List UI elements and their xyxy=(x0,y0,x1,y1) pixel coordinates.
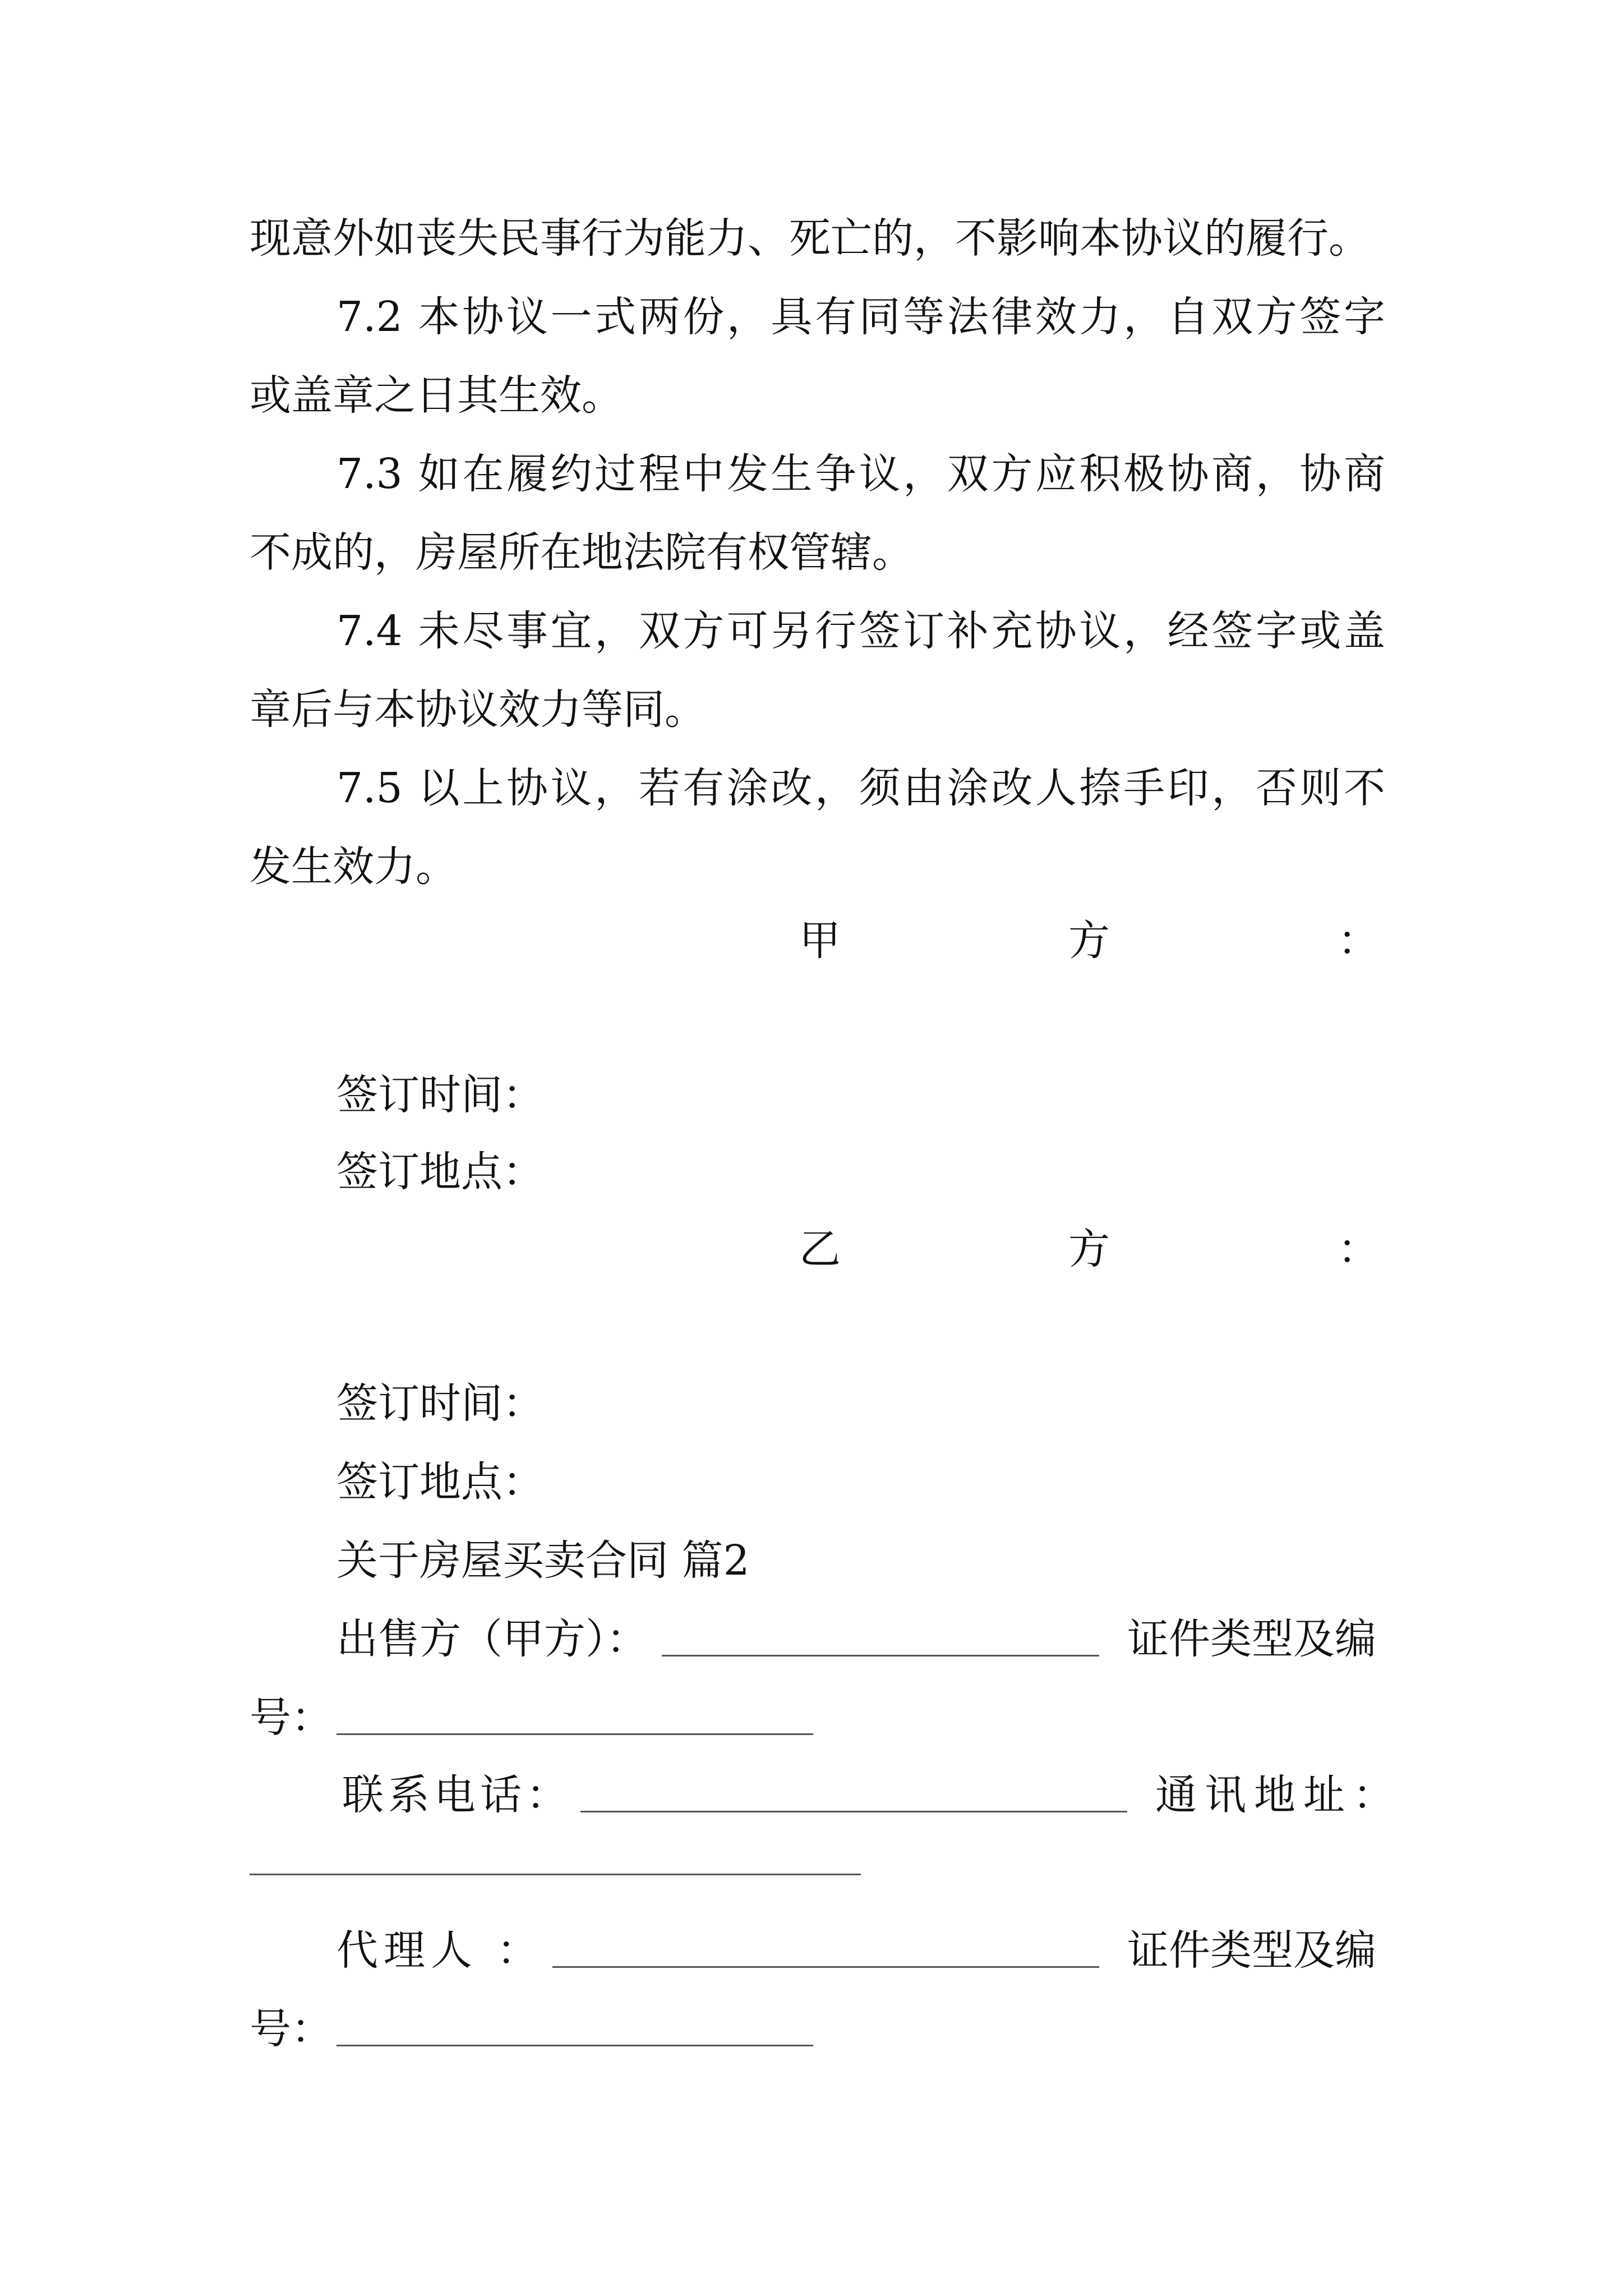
clause-7-5-line-2: 发生效力。 xyxy=(250,843,457,891)
clause-7-2-line-1: 7.2 本协议一式两份，具有同等法律效力，自双方签字 xyxy=(336,293,1385,341)
agent-id-type-label: 证件类型及编 xyxy=(1127,1926,1376,1975)
seller-phone-field[interactable] xyxy=(580,1811,1127,1812)
seller-phone-label: 联系电话： xyxy=(342,1771,572,1819)
agent-id-number-field[interactable] xyxy=(336,2045,813,2046)
party-a-label-char-1: 甲 xyxy=(799,917,841,965)
party-a-label-colon: ： xyxy=(1338,917,1379,965)
agent-id-number-label: 号： xyxy=(250,2005,333,2053)
section-2-title: 关于房屋买卖合同 篇2 xyxy=(336,1536,750,1585)
clause-7-3-line-1: 7.3 如在履约过程中发生争议，双方应积极协商，协商 xyxy=(336,450,1385,498)
seller-id-number-field[interactable] xyxy=(336,1733,813,1735)
party-b-label-char-2: 方 xyxy=(1068,1225,1110,1273)
clause-7-1-continuation: 现意外如丧失民事行为能力、死亡的，不影响本协议的履行。 xyxy=(250,214,1370,263)
party-a-sign-time: 签订时间： xyxy=(336,1071,544,1119)
clause-7-3-line-2: 不成的，房屋所在地法院有权管辖。 xyxy=(250,528,914,577)
party-b-sign-time: 签订时间： xyxy=(336,1379,544,1428)
party-b-sign-place: 签订地点： xyxy=(336,1458,544,1506)
party-a-sign-place: 签订地点： xyxy=(336,1148,544,1196)
party-a-label-char-2: 方 xyxy=(1068,917,1110,965)
seller-address-label: 通讯地址： xyxy=(1155,1771,1402,1819)
seller-name-field[interactable] xyxy=(662,1655,1099,1657)
seller-id-number-label: 号： xyxy=(250,1694,333,1742)
party-b-label-colon: ： xyxy=(1338,1225,1379,1273)
agent-name-field[interactable] xyxy=(552,1966,1099,1968)
seller-address-field[interactable] xyxy=(250,1874,861,1875)
clause-7-2-line-2: 或盖章之日其生效。 xyxy=(250,371,623,420)
agent-label: 代理人 ： xyxy=(336,1926,544,1975)
clause-7-4-line-1: 7.4 未尽事宜，双方可另行签订补充协议，经签字或盖 xyxy=(336,607,1385,655)
clause-7-4-line-2: 章后与本协议效力等同。 xyxy=(250,685,706,734)
seller-label: 出售方（甲方）： xyxy=(336,1615,648,1663)
seller-id-type-label: 证件类型及编 xyxy=(1127,1615,1376,1663)
clause-7-5-line-1: 7.5 以上协议，若有涂改，须由涂改人捺手印，否则不 xyxy=(336,764,1385,812)
party-b-label-char-1: 乙 xyxy=(799,1225,841,1273)
